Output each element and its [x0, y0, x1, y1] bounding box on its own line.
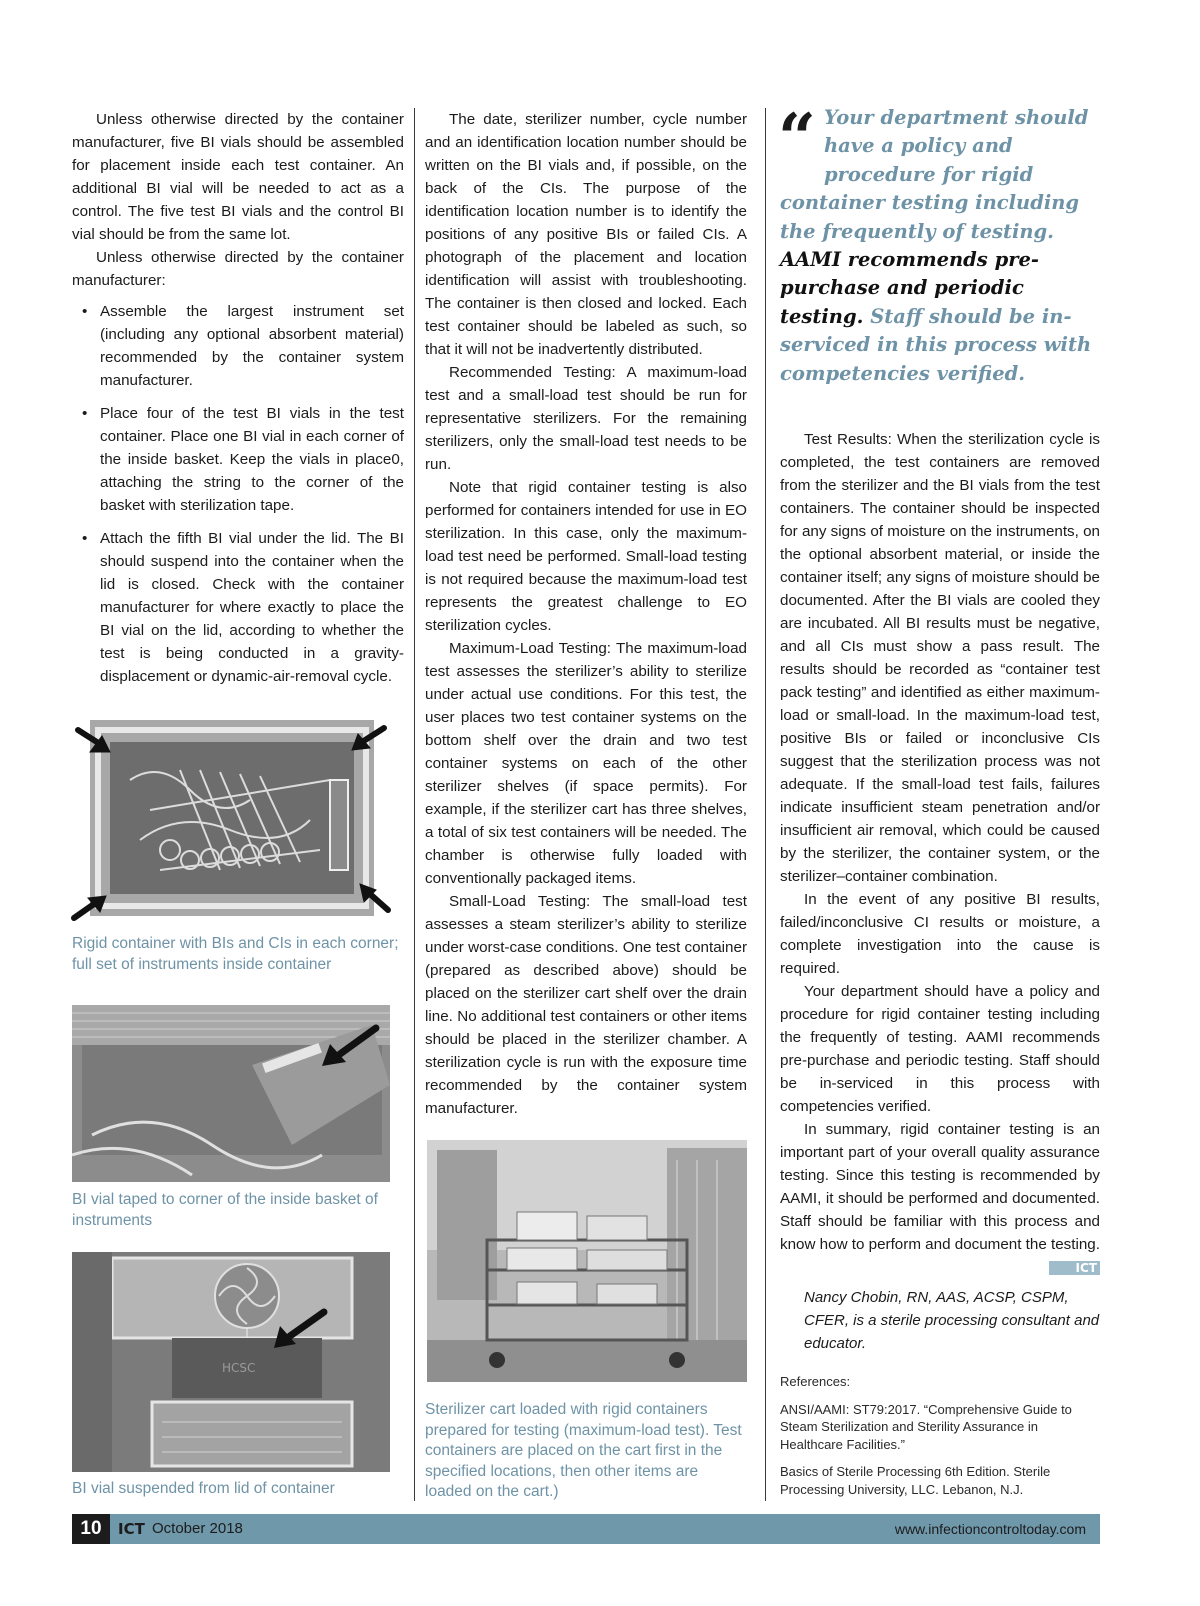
reference-item: Basics of Sterile Processing 6th Edition. Sterile Processing University, LLC. Lebanon, N.J.: [780, 1464, 1051, 1497]
bullet-icon: •: [82, 405, 88, 422]
figure-caption: Rigid container with BIs and CIs in each corner; full set of instruments inside container: [72, 935, 399, 973]
arrow-icon: [318, 1022, 382, 1070]
paragraph: Unless otherwise directed by the container manufacturer, five BI vials should be assembled for placement inside each test container. An additional BI vial will be needed to act as a control. The five test BI vials and the control BI vial should be from the same lot.: [72, 111, 404, 243]
pull-quote-part: Your department should have a policy and procedure for rigid container testing including the frequently of testing.: [780, 106, 1089, 243]
paragraph: Recommended Testing: A maximum-load test and a small-load test should be run for representative sterilizers. For the remaining sterilizers, only the small-load test needs to be run.: [425, 364, 747, 473]
pull-quote: [778, 99, 1100, 388]
website-link[interactable]: www.infectioncontroltoday.com: [894, 1521, 1086, 1537]
paragraph: Maximum-Load Testing: The maximum-load test assesses the sterilizer’s ability to sterilize under actual use conditions. For this test, the user places two test container systems on the bottom shelf over the drain and two test container systems on each of the other sterilizer shelves (if space permits). For example, if the sterilizer cart has three shelves, a total of six test containers will be needed. The chamber is otherwise fully loaded with conventionally packaged items.: [425, 640, 747, 887]
bullet-list: [72, 300, 404, 688]
vial-lid-photo-art: [72, 1252, 390, 1472]
arrow-icon: [270, 1306, 330, 1352]
magazine-name: ICT: [118, 1520, 145, 1538]
paragraph: In summary, rigid container testing is an important part of your overall quality assurance testing. Since this testing is recommended by AAMI, it should be performed and documented. Staff should be familiar with this process and know how to perform and document the testing. ICT: [780, 1121, 1100, 1275]
paragraph: Unless otherwise directed by the container manufacturer:: [72, 249, 404, 289]
figure-caption: BI vial taped to corner of the inside basket of instruments: [72, 1191, 378, 1229]
bullet-icon: •: [82, 303, 88, 320]
bullet-icon: •: [82, 530, 88, 547]
list-item: • Assemble the largest instrument set (including any optional absorbent material) recommended by the container system manufacturer.: [72, 300, 404, 392]
column-divider-2: [765, 108, 766, 1501]
column-3-text: [780, 428, 1100, 1275]
figure-caption: Sterilizer cart loaded with rigid containers prepared for testing (maximum-load test). Test containers are placed on the cart first in the specified locations, then other items are loaded on the cart.): [425, 1401, 742, 1500]
paragraph: Your department should have a policy and procedure for rigid container testing including the frequently of testing. AAMI recommends pre-purchase and periodic testing. Staff should be in-serviced in this process with competencies verified.: [780, 983, 1100, 1115]
page-number: 10: [72, 1514, 110, 1544]
page-footer: [72, 1514, 1100, 1544]
ict-end-mark-icon: ICT: [1049, 1261, 1100, 1275]
pull-quote-part: Staff should be in-serviced in this process with competencies verified.: [780, 304, 1092, 385]
photo-sterilizer-cart: [427, 1140, 747, 1382]
paragraph: Test Results: When the sterilization cycle is completed, the test containers are removed from the sterilizer and the BI vials from the test containers. The container should be inspected for any signs of moisture on the instruments, on the optional absorbent material, or inside the container itself; any signs of moisture should be documented. After the BI vials are cooled they are incubated. All BI results must be negative, and all CIs must show a pass result. The results should be recorded as “container test pack testing” and identified as either maximum-load or small-load. In the maximum-load test, positive BIs or failed or inconclusive CIs suggest that the sterilization process was not adequate. If the small-load test fails, failures indicate insufficient steam penetration and/or insufficient air removal, which could be caused by the sterilizer, the container system, or the sterilizer–container combination.: [780, 431, 1100, 885]
pull-quote-emphasis: AAMI recommends pre-purchase and periodic testing.: [780, 248, 1039, 328]
issue-date: October 2018: [152, 1520, 243, 1537]
column-2-text: [425, 108, 747, 1120]
paragraph: Small-Load Testing: The small-load test assesses a steam sterilizer’s ability to sterilize under worst-case conditions. One test container (prepared as described above) should be placed on the sterilizer cart shelf over the drain line. No additional test containers or other items should be placed in the sterilizer chamber. A sterilization cycle is run with the exposure time recommended by the container system manufacturer.: [425, 893, 747, 1117]
column-divider-1: [414, 108, 415, 1501]
list-item: • Place four of the test BI vials in the test container. Place one BI vial in each corner of the inside basket. Keep the vials in place0, attaching the string to the corner of the basket with sterilization tape.: [72, 402, 404, 517]
sterilizer-cart-photo-art: [427, 1140, 747, 1382]
paragraph: Note that rigid container testing is also performed for containers intended for use in EO sterilization. In this case, only the maximum-load test need be performed. Small-load testing is not required because the maximum-load test represents the greatest challenge to EO sterilization cycles.: [425, 479, 747, 634]
references: [780, 1373, 1100, 1498]
figure-caption: BI vial suspended from lid of container: [72, 1480, 335, 1497]
container-label: HCSC: [222, 1361, 256, 1375]
column-1-text: [72, 108, 404, 698]
pointer-arrows: [70, 722, 400, 927]
paragraph: In the event of any positive BI results, failed/inconclusive CI results or moisture, a complete investigation into the cause is required.: [780, 891, 1100, 977]
photo-vial-lid: [72, 1252, 390, 1472]
reference-item: ANSI/AAMI: ST79:2017. “Comprehensive Guide to Steam Sterilization and Sterility Assurance in Healthcare Facilities.”: [780, 1401, 1072, 1452]
references-heading: References:: [780, 1374, 851, 1389]
paragraph: The date, sterilizer number, cycle number and an identification location number should be written on the BI vials and, if possible, on the back of the CIs. The purpose of the identification location number is to identify the positions of any positive BIs or failed CIs. A photograph of the placement and location identification will assist with troubleshooting. The container is then closed and locked. Each test container should be labeled as such, so that it will not be inadvertently distributed.: [425, 111, 747, 358]
author-bio: Nancy Chobin, RN, AAS, ACSP, CSPM, CFER, is a sterile processing consultant and educator.: [804, 1289, 1100, 1352]
list-item: • Attach the fifth BI vial under the lid. The BI should suspend into the container when the lid is closed. Check with the container manufacturer for where exactly to place the BI vial on the lid, according to whether the test is being conducted in a gravity-displacement or dynamic-air-removal cycle.: [72, 527, 404, 688]
quote-mark-icon: “: [778, 99, 816, 177]
